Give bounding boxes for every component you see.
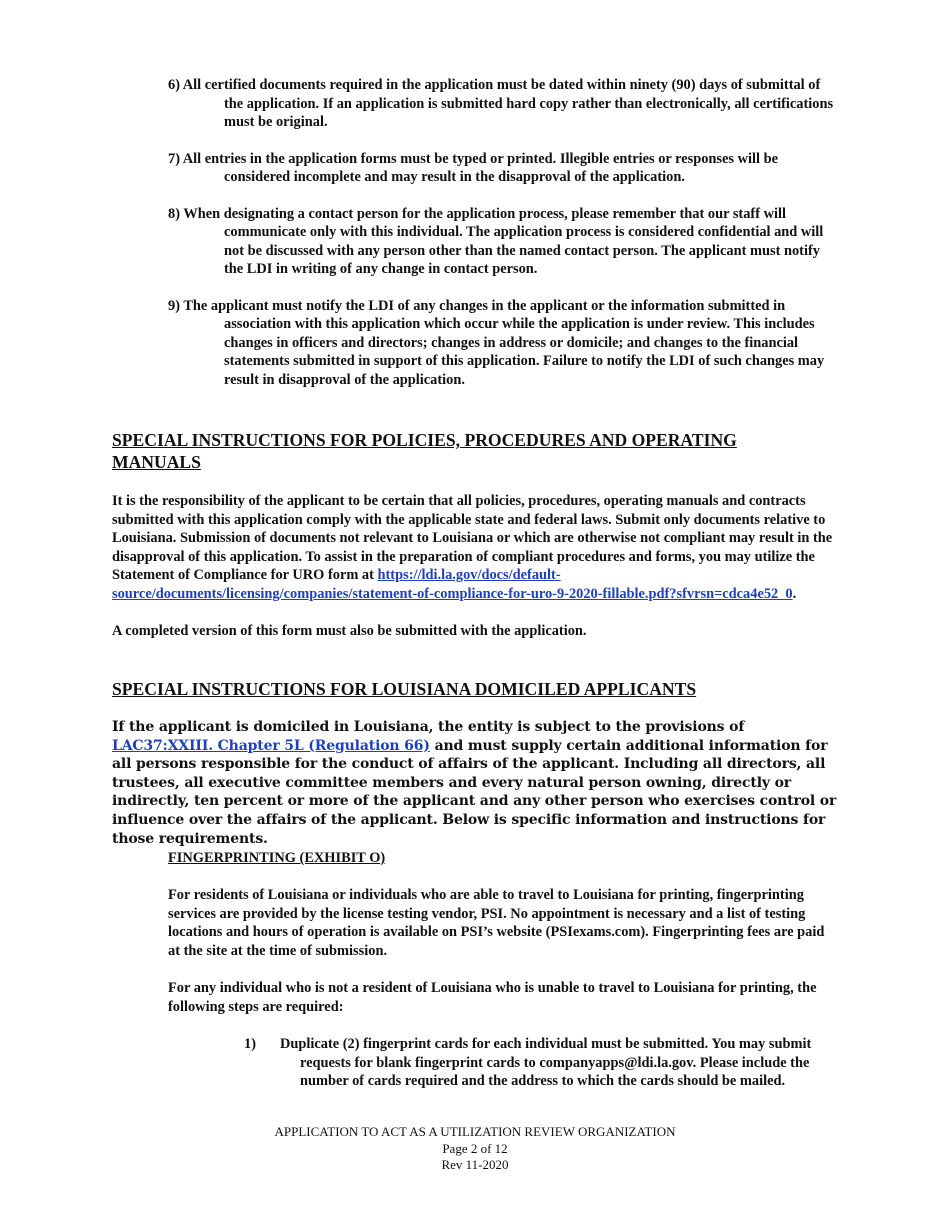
requirement-list bbox=[168, 76, 836, 389]
footer-revision: Rev 11-2020 bbox=[441, 1157, 509, 1172]
link-period: . bbox=[792, 585, 797, 602]
fingerprinting-heading: FINGERPRINTING (EXHIBIT O) bbox=[168, 850, 386, 866]
list-item: 7) All entries in the application forms must be typed or printed. Illegible entries or responses will be considered incomplete and may result in the disapproval of the application. bbox=[168, 150, 778, 185]
list-item: 6) All certified documents required in the application must be dated within ninety (90) days of submittal of the application. If an application is submitted hard copy rather than electronically, all certifications must be original. bbox=[168, 77, 834, 130]
domiciled-heading: SPECIAL INSTRUCTIONS FOR LOUISIANA DOMICILED APPLICANTS bbox=[112, 679, 697, 699]
step-number: 1) bbox=[244, 1036, 256, 1052]
list-item: 9) The applicant must notify the LDI of any changes in the applicant or the information submitted in association with this application which occur while the application is under review. This includes changes in officers and directors; changes in address or domicile; and changes to the financial statements submitted in support of this application. Failure to notify the LDI of such changes may result in disapproval of the application. bbox=[168, 297, 825, 388]
footer-title: APPLICATION TO ACT AS A UTILIZATION REVIEW ORGANIZATION bbox=[274, 1124, 676, 1139]
fingerprinting-para-nonresidents: For any individual who is not a resident of Louisiana who is unable to travel to Louisiana for printing, the following steps are required: bbox=[168, 980, 817, 1015]
completed-form-note: A completed version of this form must also be submitted with the application. bbox=[112, 623, 587, 639]
list-item: 8) When designating a contact person for the application process, please remember that our staff will communicate only with this individual. The application process is considered confidential and will not be discussed with any person other than the named contact person. The applicant must notify the LDI in writing of any change in contact person. bbox=[168, 205, 824, 277]
policies-body bbox=[112, 492, 842, 603]
page-footer bbox=[0, 1124, 950, 1174]
policies-heading: SPECIAL INSTRUCTIONS FOR POLICIES, PROCEDURES AND OPERATING MANUALS bbox=[112, 430, 737, 472]
domiciled-body bbox=[112, 718, 842, 848]
policies-body-text: It is the responsibility of the applicant to be certain that all policies, procedures, operating manuals and contracts submitted with this application comply with the applicable state and federal laws. Submit only documents relative to Louisiana. Submission of documents not relevant to Louisiana or which are otherwise not compliant may result in the disapproval of this application. To assist in the preparation of compliant procedures and forms, you may utilize the Statement of Compliance for URO form at bbox=[112, 493, 833, 583]
domiciled-body-rest: and must supply certain additional information for all persons responsible for the conduct of affairs of the applicant. Including all directors, all trustees, all executive committee members and every natural person owning, directly or indirectly, ten percent or more of the applicant and any other person who exercises control or influence over the affairs of the applicant. Below is specific information and instructions for those requirements. bbox=[112, 737, 837, 847]
domiciled-body-text: If the applicant is domiciled in Louisiana, the entity is subject to the provisions of bbox=[112, 719, 745, 735]
step-text: Duplicate (2) fingerprint cards for each individual must be submitted. You may submit requests for blank fingerprint cards to companyapps@ldi.la.gov. Please include the number of cards required and the address to which the cards should be mailed. bbox=[280, 1036, 812, 1089]
compliance-form-link[interactable]: https://ldi.la.gov/docs/default-source/documents/licensing/companies/statement-of-compliance-for-uro-9-2020-fillable.pdf?sfvrsn=cdca4e52_0 bbox=[112, 567, 793, 602]
fingerprint-step bbox=[244, 1035, 834, 1091]
fingerprinting-para-residents: For residents of Louisiana or individuals who are able to travel to Louisiana for printing, fingerprinting services are provided by the license testing vendor, PSI. No appointment is necessary and a list of testing locations and hours of operation is available on PSI’s website (PSIexams.com). Fingerprinting fees are paid at the site at the time of submission. bbox=[168, 887, 825, 959]
footer-page-number: Page 2 of 12 bbox=[442, 1140, 508, 1156]
regulation-66-link[interactable]: LAC37:XXIII. Chapter 5L (Regulation 66) bbox=[112, 737, 430, 754]
